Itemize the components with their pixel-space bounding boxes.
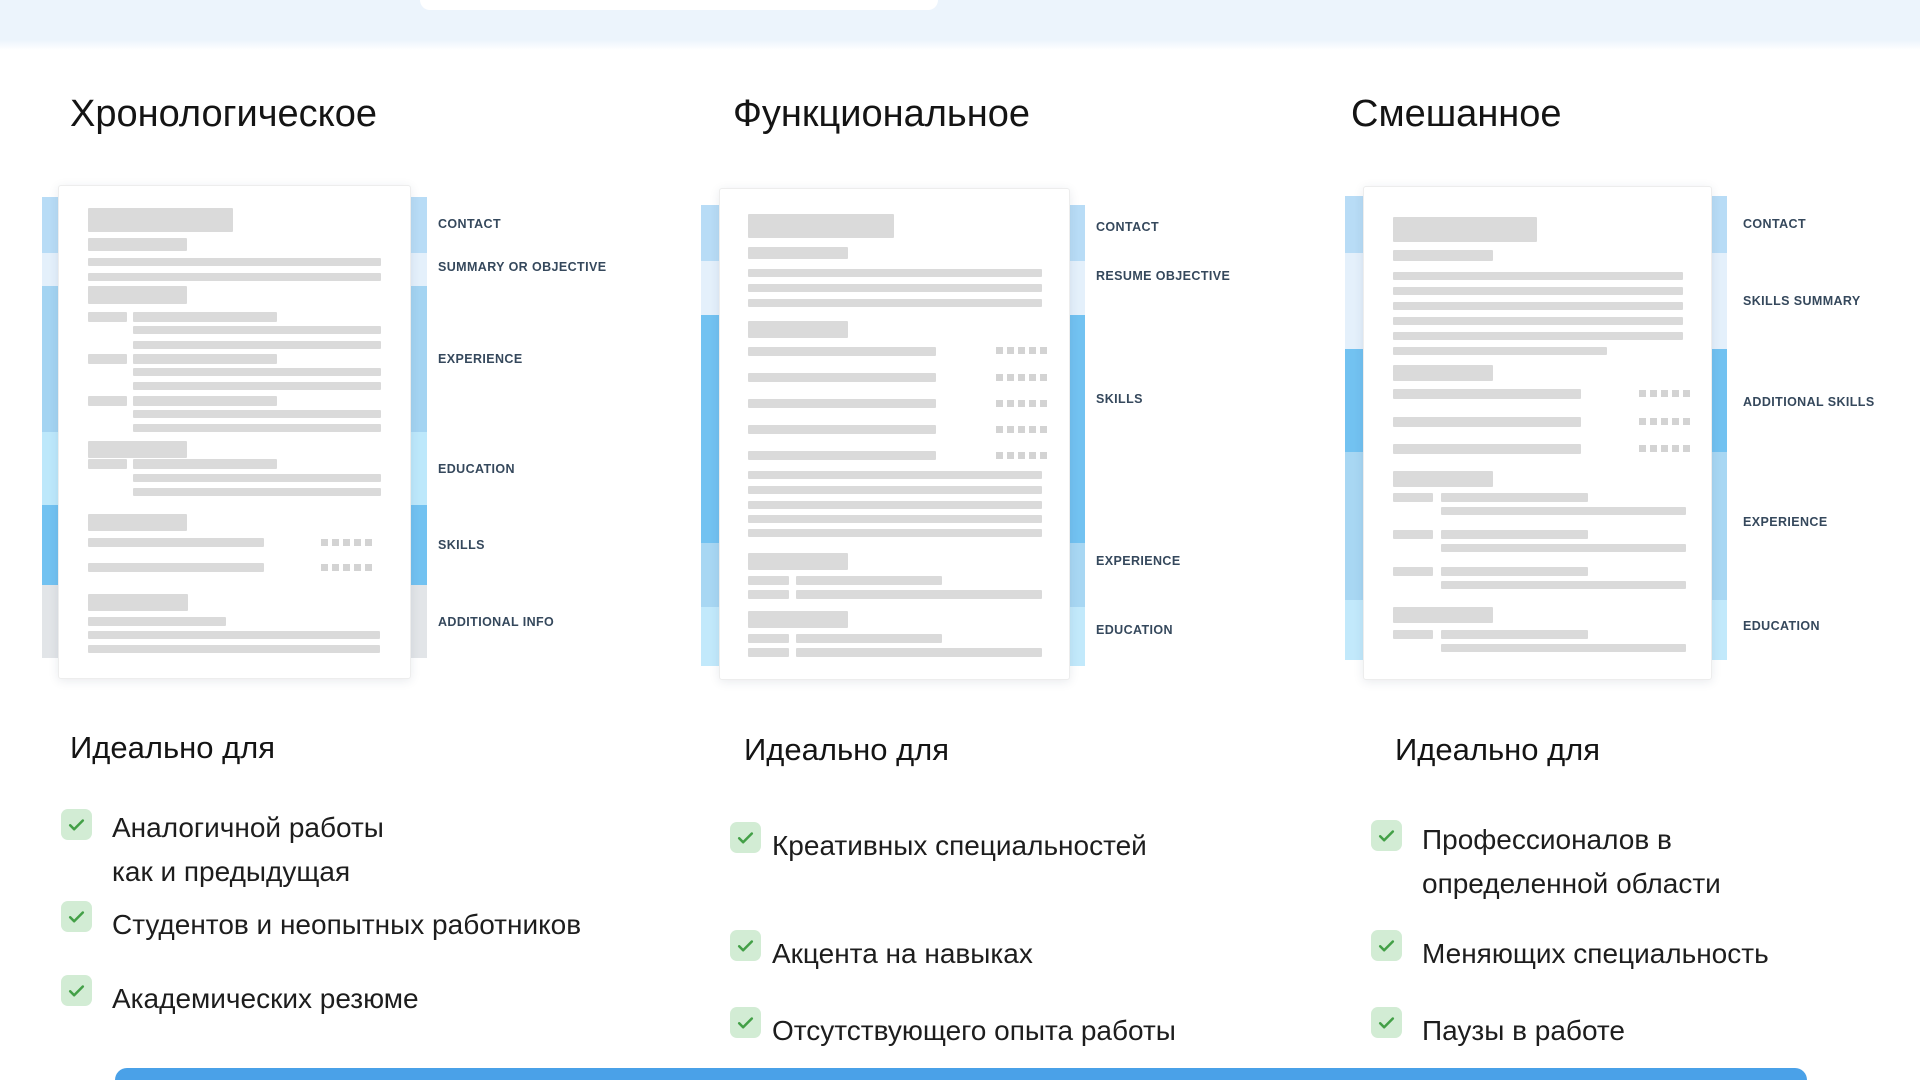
skill-dot	[343, 564, 350, 571]
check-icon	[730, 822, 761, 853]
resume-section-label: SKILLS	[438, 538, 485, 552]
skill-level-dots	[996, 400, 1047, 407]
ideal-for-heading: Идеально для	[70, 730, 276, 765]
placeholder-bar	[748, 529, 1042, 537]
ideal-for-item-line: Отсутствующего опыта работы	[772, 1015, 1176, 1046]
skill-level-dots	[1639, 445, 1690, 452]
skill-dot	[354, 539, 361, 546]
placeholder-bar	[1441, 530, 1588, 539]
ideal-for-item-line: Паузы в работе	[1422, 1015, 1625, 1046]
skill-dot	[1007, 426, 1014, 433]
resume-section-label: SUMMARY OR OBJECTIVE	[438, 260, 607, 274]
check-icon	[1371, 820, 1402, 851]
skill-dot	[1672, 445, 1679, 452]
check-icon	[61, 975, 92, 1006]
ideal-for-item	[112, 903, 581, 947]
resume-section-label: CONTACT	[1096, 220, 1159, 234]
ideal-for-item-line: Академических резюме	[112, 983, 419, 1014]
skill-dot	[1639, 445, 1646, 452]
resume-section-label: CONTACT	[1743, 217, 1806, 231]
skill-dot	[1650, 418, 1657, 425]
skill-dot	[1040, 347, 1047, 354]
ideal-for-item-line: Аналогичной работы	[112, 812, 384, 843]
placeholder-bar	[88, 538, 264, 547]
skill-dot	[1018, 426, 1025, 433]
skill-dot	[1029, 426, 1036, 433]
skill-level-dots	[321, 539, 372, 546]
ideal-for-item	[1422, 818, 1721, 906]
placeholder-bar	[133, 326, 381, 334]
placeholder-bar	[748, 347, 936, 356]
placeholder-bar	[133, 354, 277, 364]
placeholder-bar	[748, 299, 1042, 307]
ideal-for-item-line: Креативных специальностей	[772, 830, 1147, 861]
placeholder-bar	[88, 563, 264, 572]
placeholder-bar	[748, 425, 936, 434]
placeholder-bar	[796, 590, 1042, 599]
placeholder-bar	[748, 247, 848, 259]
skill-dot	[1007, 452, 1014, 459]
top-tab-notch	[420, 0, 938, 10]
placeholder-bar	[133, 341, 381, 349]
skill-dot	[1650, 445, 1657, 452]
resume-type-title-chronological: Хронологическое	[70, 93, 377, 135]
skill-dot	[321, 539, 328, 546]
placeholder-bar	[88, 238, 187, 251]
skill-dot	[354, 564, 361, 571]
skill-dot	[1661, 390, 1668, 397]
placeholder-bar	[133, 382, 381, 390]
placeholder-bar	[796, 648, 1042, 657]
skill-dot	[1672, 390, 1679, 397]
skill-dot	[996, 426, 1003, 433]
placeholder-bar	[1441, 644, 1686, 652]
placeholder-bar	[748, 284, 1042, 292]
skill-dot	[996, 347, 1003, 354]
resume-section-label: EXPERIENCE	[1096, 554, 1181, 568]
skill-level-dots	[996, 426, 1047, 433]
placeholder-bar	[748, 373, 936, 382]
placeholder-bar	[796, 634, 942, 643]
skill-dot	[1040, 400, 1047, 407]
placeholder-bar	[1393, 389, 1581, 399]
placeholder-bar	[88, 273, 381, 281]
skill-dot	[1661, 445, 1668, 452]
ideal-for-heading: Идеально для	[744, 732, 950, 767]
skill-dot	[1040, 374, 1047, 381]
check-icon	[61, 901, 92, 932]
placeholder-bar	[133, 488, 381, 496]
placeholder-bar	[88, 617, 226, 626]
placeholder-bar	[133, 424, 381, 432]
placeholder-bar	[133, 459, 277, 469]
skill-level-dots	[996, 452, 1047, 459]
resume-section-label: SKILLS SUMMARY	[1743, 294, 1861, 308]
placeholder-bar	[748, 648, 789, 657]
skill-level-dots	[996, 374, 1047, 381]
resume-page-preview	[58, 185, 411, 679]
placeholder-bar	[748, 321, 848, 338]
skill-dot	[1029, 374, 1036, 381]
placeholder-bar	[1393, 250, 1493, 261]
placeholder-bar	[1441, 493, 1588, 502]
placeholder-bar	[88, 441, 187, 458]
placeholder-bar	[1441, 507, 1686, 515]
placeholder-bar	[1393, 493, 1433, 502]
skill-dot	[343, 539, 350, 546]
skill-dot	[996, 400, 1003, 407]
ideal-for-item-line: Акцента на навыках	[772, 938, 1033, 969]
skill-dot	[332, 564, 339, 571]
placeholder-bar	[88, 645, 380, 653]
placeholder-bar	[88, 286, 187, 304]
placeholder-bar	[1393, 332, 1683, 340]
ideal-for-item	[112, 806, 384, 894]
resume-section-label: SKILLS	[1096, 392, 1143, 406]
skill-dot	[1040, 452, 1047, 459]
placeholder-bar	[748, 515, 1042, 523]
skill-dot	[1029, 347, 1036, 354]
resume-type-title-functional: Функциональное	[733, 93, 1030, 135]
placeholder-bar	[1393, 567, 1433, 576]
placeholder-bar	[133, 396, 277, 406]
placeholder-bar	[1441, 630, 1588, 639]
placeholder-bar	[748, 214, 894, 238]
placeholder-bar	[1393, 630, 1433, 639]
bottom-section-edge	[115, 1068, 1807, 1080]
placeholder-bar	[1393, 530, 1433, 539]
skill-dot	[321, 564, 328, 571]
placeholder-bar	[1393, 317, 1683, 325]
skill-dot	[1040, 426, 1047, 433]
skill-level-dots	[996, 347, 1047, 354]
resume-page-preview	[1363, 186, 1712, 680]
resume-section-label: RESUME OBJECTIVE	[1096, 269, 1231, 283]
resume-section-label: EDUCATION	[1743, 619, 1820, 633]
resume-section-label: EDUCATION	[438, 462, 515, 476]
skill-dot	[1007, 347, 1014, 354]
ideal-for-item-line: Студентов и неопытных работников	[112, 909, 582, 940]
resume-section-label: EXPERIENCE	[1743, 515, 1828, 529]
skill-level-dots	[1639, 418, 1690, 425]
skill-dot	[332, 539, 339, 546]
ideal-for-item	[112, 977, 419, 1021]
skill-dot	[1683, 445, 1690, 452]
placeholder-bar	[748, 451, 936, 460]
placeholder-bar	[88, 396, 127, 406]
placeholder-bar	[133, 474, 381, 482]
ideal-for-item-line: определенной области	[1422, 868, 1721, 899]
ideal-for-item-line: как и предыдущая	[112, 856, 351, 887]
check-icon	[730, 930, 761, 961]
placeholder-bar	[1393, 471, 1493, 487]
skill-dot	[1639, 390, 1646, 397]
skill-dot	[1683, 390, 1690, 397]
resume-section-label: EDUCATION	[1096, 623, 1173, 637]
placeholder-bar	[1441, 567, 1588, 576]
placeholder-bar	[748, 634, 789, 643]
skill-dot	[1683, 418, 1690, 425]
ideal-for-item	[1422, 1009, 1625, 1053]
placeholder-bar	[748, 611, 848, 628]
resume-section-label: CONTACT	[438, 217, 501, 231]
resume-section-label: ADDITIONAL INFO	[438, 615, 555, 629]
skill-dot	[1029, 400, 1036, 407]
placeholder-bar	[1441, 544, 1686, 552]
check-icon	[61, 809, 92, 840]
ideal-for-item-line: Профессионалов в	[1422, 824, 1672, 855]
resume-section-label: EXPERIENCE	[438, 352, 523, 366]
skill-dot	[1029, 452, 1036, 459]
skill-dot	[1018, 452, 1025, 459]
placeholder-bar	[748, 399, 936, 408]
skill-dot	[1018, 347, 1025, 354]
skill-dot	[1007, 374, 1014, 381]
placeholder-bar	[88, 354, 127, 364]
placeholder-bar	[133, 410, 381, 418]
check-icon	[730, 1007, 761, 1038]
placeholder-bar	[88, 208, 233, 232]
skill-dot	[996, 452, 1003, 459]
skill-dot	[1672, 418, 1679, 425]
skill-level-dots	[1639, 390, 1690, 397]
ideal-for-item-line: Меняющих специальность	[1422, 938, 1769, 969]
check-icon	[1371, 930, 1402, 961]
placeholder-bar	[1393, 302, 1683, 310]
skill-level-dots	[321, 564, 372, 571]
placeholder-bar	[88, 459, 127, 469]
placeholder-bar	[748, 486, 1042, 494]
placeholder-bar	[748, 576, 789, 585]
skill-dot	[996, 374, 1003, 381]
ideal-for-item	[772, 824, 1147, 868]
placeholder-bar	[796, 576, 942, 585]
top-banner-fade	[0, 40, 1920, 50]
placeholder-bar	[1393, 607, 1493, 623]
placeholder-bar	[748, 471, 1042, 479]
ideal-for-item	[772, 1009, 1176, 1053]
placeholder-bar	[748, 501, 1042, 509]
skill-dot	[1639, 418, 1646, 425]
skill-dot	[1018, 400, 1025, 407]
placeholder-bar	[88, 594, 188, 611]
ideal-for-item	[1422, 932, 1769, 976]
placeholder-bar	[88, 631, 380, 639]
resume-page-preview	[719, 188, 1070, 680]
placeholder-bar	[88, 312, 127, 322]
placeholder-bar	[748, 553, 848, 570]
top-banner	[0, 0, 1920, 40]
placeholder-bar	[88, 514, 187, 531]
placeholder-bar	[748, 590, 789, 599]
skill-dot	[365, 539, 372, 546]
resume-type-title-combined: Смешанное	[1351, 93, 1562, 135]
placeholder-bar	[1393, 365, 1493, 381]
placeholder-bar	[748, 269, 1042, 277]
placeholder-bar	[1393, 444, 1581, 454]
skill-dot	[1661, 418, 1668, 425]
skill-dot	[365, 564, 372, 571]
ideal-for-item	[772, 932, 1033, 976]
skill-dot	[1007, 400, 1014, 407]
skill-dot	[1018, 374, 1025, 381]
placeholder-bar	[133, 312, 277, 322]
check-icon	[1371, 1007, 1402, 1038]
placeholder-bar	[1393, 417, 1581, 427]
placeholder-bar	[88, 258, 381, 266]
resume-section-label: ADDITIONAL SKILLS	[1743, 395, 1875, 409]
placeholder-bar	[133, 368, 381, 376]
placeholder-bar	[1393, 347, 1607, 355]
placeholder-bar	[1393, 217, 1537, 242]
ideal-for-heading: Идеально для	[1395, 732, 1601, 767]
skill-dot	[1650, 390, 1657, 397]
placeholder-bar	[1441, 581, 1686, 589]
placeholder-bar	[1393, 272, 1683, 280]
placeholder-bar	[1393, 287, 1683, 295]
